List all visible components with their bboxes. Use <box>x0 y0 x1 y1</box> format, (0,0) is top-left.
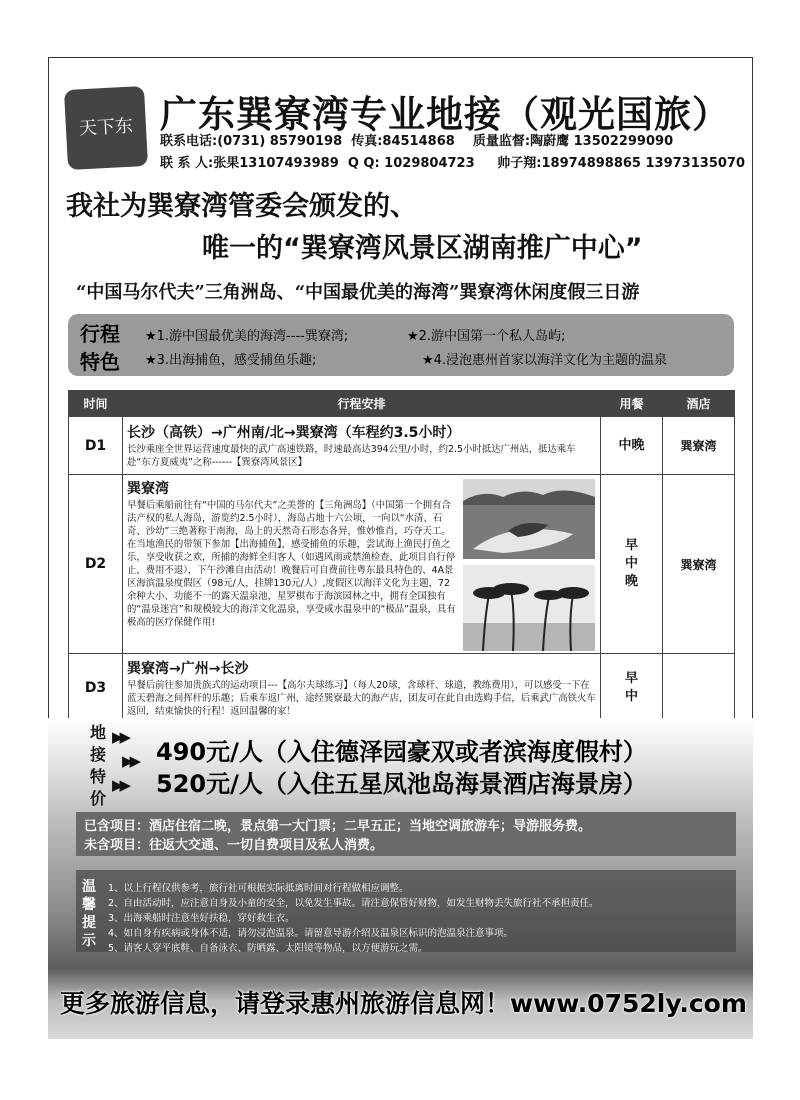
headline-line-2: 唯一的“巽寮湾风景区湖南推广中心” <box>202 233 643 264</box>
meal-cell: 中晚 <box>601 417 663 475</box>
day-description: 早餐后前往参加贵族式的运动项目---【高尔夫球练习】（每人20球，含球杆、球道，教练费用），可以感受一下在蓝天碧海之间挥杆的乐趣；后乘车返广州，途经巽寮最大的海产店，团友可在此自由选购手信，后乘武广高铁火车返回，结束愉快的行程！返回温馨的家！ <box>127 679 596 717</box>
schedule-cell <box>123 475 601 654</box>
tips-label-char: 示 <box>82 933 96 949</box>
day-cell: D2 <box>69 475 123 654</box>
hotel-cell: 巽寮湾 <box>663 475 735 654</box>
contact-line-2 <box>160 152 745 171</box>
day-description: 早餐后乘船前往有“中国的马尔代夫”之美誉的【三角洲岛】（中国第一个拥有合法产权的私人海岛，游览约2.5小时），海岛占地十六公顷，一向以“水清、石奇、沙幼”三绝著称于南海，岛上的天然奇石形态各异，惟妙惟肖，巧夺天工。在当地渔民的带领下参加【出海捕鱼】，感受捕鱼的乐趣，尝试海上渔民打鱼之乐，享受收获之欢，所捕的海鲜全归客人（如遇风雨或禁渔检查，此项目自行停止，费用不退），下午沙滩自由活动！晚餐后可自费前往粤东最具特色的、4A景区海滨温泉度假区（98元/人，挂牌130元/人）,度假区以海洋文化为主题，72余种大小、功能不一的露天温泉池，星罗棋布于海滨园林之中，拥有全国独有的“温泉迷宫”和规模较大的海洋文化温泉，享受咸水温泉中的“极品”温泉，具有极高的医疗保健作用! <box>127 500 456 628</box>
meal-line: 早 <box>624 538 638 553</box>
tips-label-char: 馨 <box>82 897 96 913</box>
qq: Q Q: 1029804723 <box>347 156 475 171</box>
contact-line-1 <box>160 130 673 149</box>
meal-line: 早 <box>624 670 638 686</box>
table-header-row <box>69 391 735 417</box>
itinerary-table <box>68 390 735 722</box>
day-cell: D1 <box>69 417 123 475</box>
tip-item: 3、出海乘船时注意坐好扶稳，穿好救生衣。 <box>108 913 295 924</box>
supervisor: 质量监督:陶蔚鹰 13502299090 <box>472 134 674 149</box>
island-photo <box>463 479 595 559</box>
agency-title: 广东巽寮湾专业地接（观光国旅） <box>160 93 730 136</box>
feature-item: ★1.游中国最优美的海湾----巽寮湾; <box>145 329 349 344</box>
day-title: 长沙（高铁）→广州南/北→巽寮湾（车程约3.5小时） <box>127 425 461 441</box>
table-row <box>69 417 735 475</box>
footer-website: 更多旅游信息，请登录惠州旅游信息网！www.0752ly.com <box>60 989 747 1018</box>
price-option-1: 490元/人（入住德泽园豪双或者滨海度假村） <box>156 738 647 766</box>
tip-item: 5、请客人穿平底鞋、自备泳衣、防晒露、太阳镜等物品，以方便游玩之需。 <box>108 943 428 954</box>
schedule-cell <box>123 654 601 722</box>
tip-item: 1、以上行程仅供参考，旅行社可根据实际抵离时间对行程做相应调整。 <box>108 883 409 894</box>
table-row <box>69 654 735 722</box>
price-label-char: 价 <box>90 789 107 808</box>
feature-item: ★4.浸泡惠州首家以海洋文化为主题的温泉 <box>422 353 668 368</box>
schedule-cell <box>123 417 601 475</box>
meal-cell <box>601 654 663 722</box>
logo-text: 天下东 <box>78 115 134 140</box>
meal-line: 中 <box>624 688 638 704</box>
table-row <box>69 475 735 654</box>
contact-person: 联 系 人:张果13107493989 <box>160 156 339 171</box>
features-label-1: 行程 <box>80 322 120 346</box>
meal-line: 中 <box>624 556 638 571</box>
phone: 联系电话:(0731) 85790198 <box>160 134 343 149</box>
day-title: 巽寮湾 <box>127 481 169 497</box>
day-description: 长沙乘座全世界运营速度最快的武广高速铁路，时速最高达394公里/小时，约2.5小时抵达广州站，抵达乘车赴“东方夏威夷”之称------【巽寮湾风景区】 <box>127 444 576 468</box>
tips-label-char: 提 <box>82 915 96 931</box>
arrow-icon: ▶▶ <box>122 752 138 770</box>
arrow-icon: ▶▶ <box>112 728 128 746</box>
contact-person-2: 帅子翔:18974898865 13973135070 <box>497 156 746 171</box>
hotel-cell <box>663 654 735 722</box>
palm-beach-photo <box>463 565 595 651</box>
meal-line: 晚 <box>624 574 638 589</box>
hotel-cell: 巽寮湾 <box>663 417 735 475</box>
col-header-meal: 用餐 <box>601 391 663 417</box>
col-header-hotel: 酒店 <box>663 391 735 417</box>
col-header-schedule: 行程安排 <box>123 391 601 417</box>
fax: 传真:84514868 <box>351 134 455 149</box>
excluded-items: 未含项目：往返大交通、一切自费项目及私人消费。 <box>84 838 384 853</box>
price-label-char: 接 <box>90 745 107 764</box>
arrow-icon: ▶▶ <box>112 776 128 794</box>
meal-cell <box>601 475 663 654</box>
price-option-2: 520元/人（入住五星凤池岛海景酒店海景房） <box>156 770 647 798</box>
day-cell: D3 <box>69 654 123 722</box>
tip-item: 2、自由活动时，应注意自身及小童的安全，以免发生事故。请注意保管好财物，如发生财物丢失旅行社不承担责任。 <box>108 898 599 909</box>
price-label-char: 地 <box>90 723 107 742</box>
day-title: 巽寮湾→广州→长沙 <box>127 660 249 677</box>
features-label-2: 特色 <box>80 350 120 374</box>
tips-label-char: 温 <box>82 879 96 895</box>
tip-item: 4、如自身有疾病或身体不适，请勿浸泡温泉。请留意导游介绍及温泉区标识的泡温泉注意事项。 <box>108 928 514 939</box>
tour-subtitle: “中国马尔代夫”三角洲岛、“中国最优美的海湾”巽寮湾休闲度假三日游 <box>76 282 640 303</box>
price-label-char: 特 <box>90 767 107 786</box>
agency-logo <box>64 86 148 170</box>
feature-item: ★3.出海捕鱼，感受捕鱼乐趣; <box>145 353 317 368</box>
feature-item: ★2.游中国第一个私人岛屿; <box>407 329 566 344</box>
col-header-time: 时间 <box>69 391 123 417</box>
headline-line-1: 我社为巽寮湾管委会颁发的、 <box>66 191 417 222</box>
included-items: 已含项目：酒店住宿二晚，景点第一大门票；二早五正；当地空调旅游车；导游服务费。 <box>84 819 592 834</box>
